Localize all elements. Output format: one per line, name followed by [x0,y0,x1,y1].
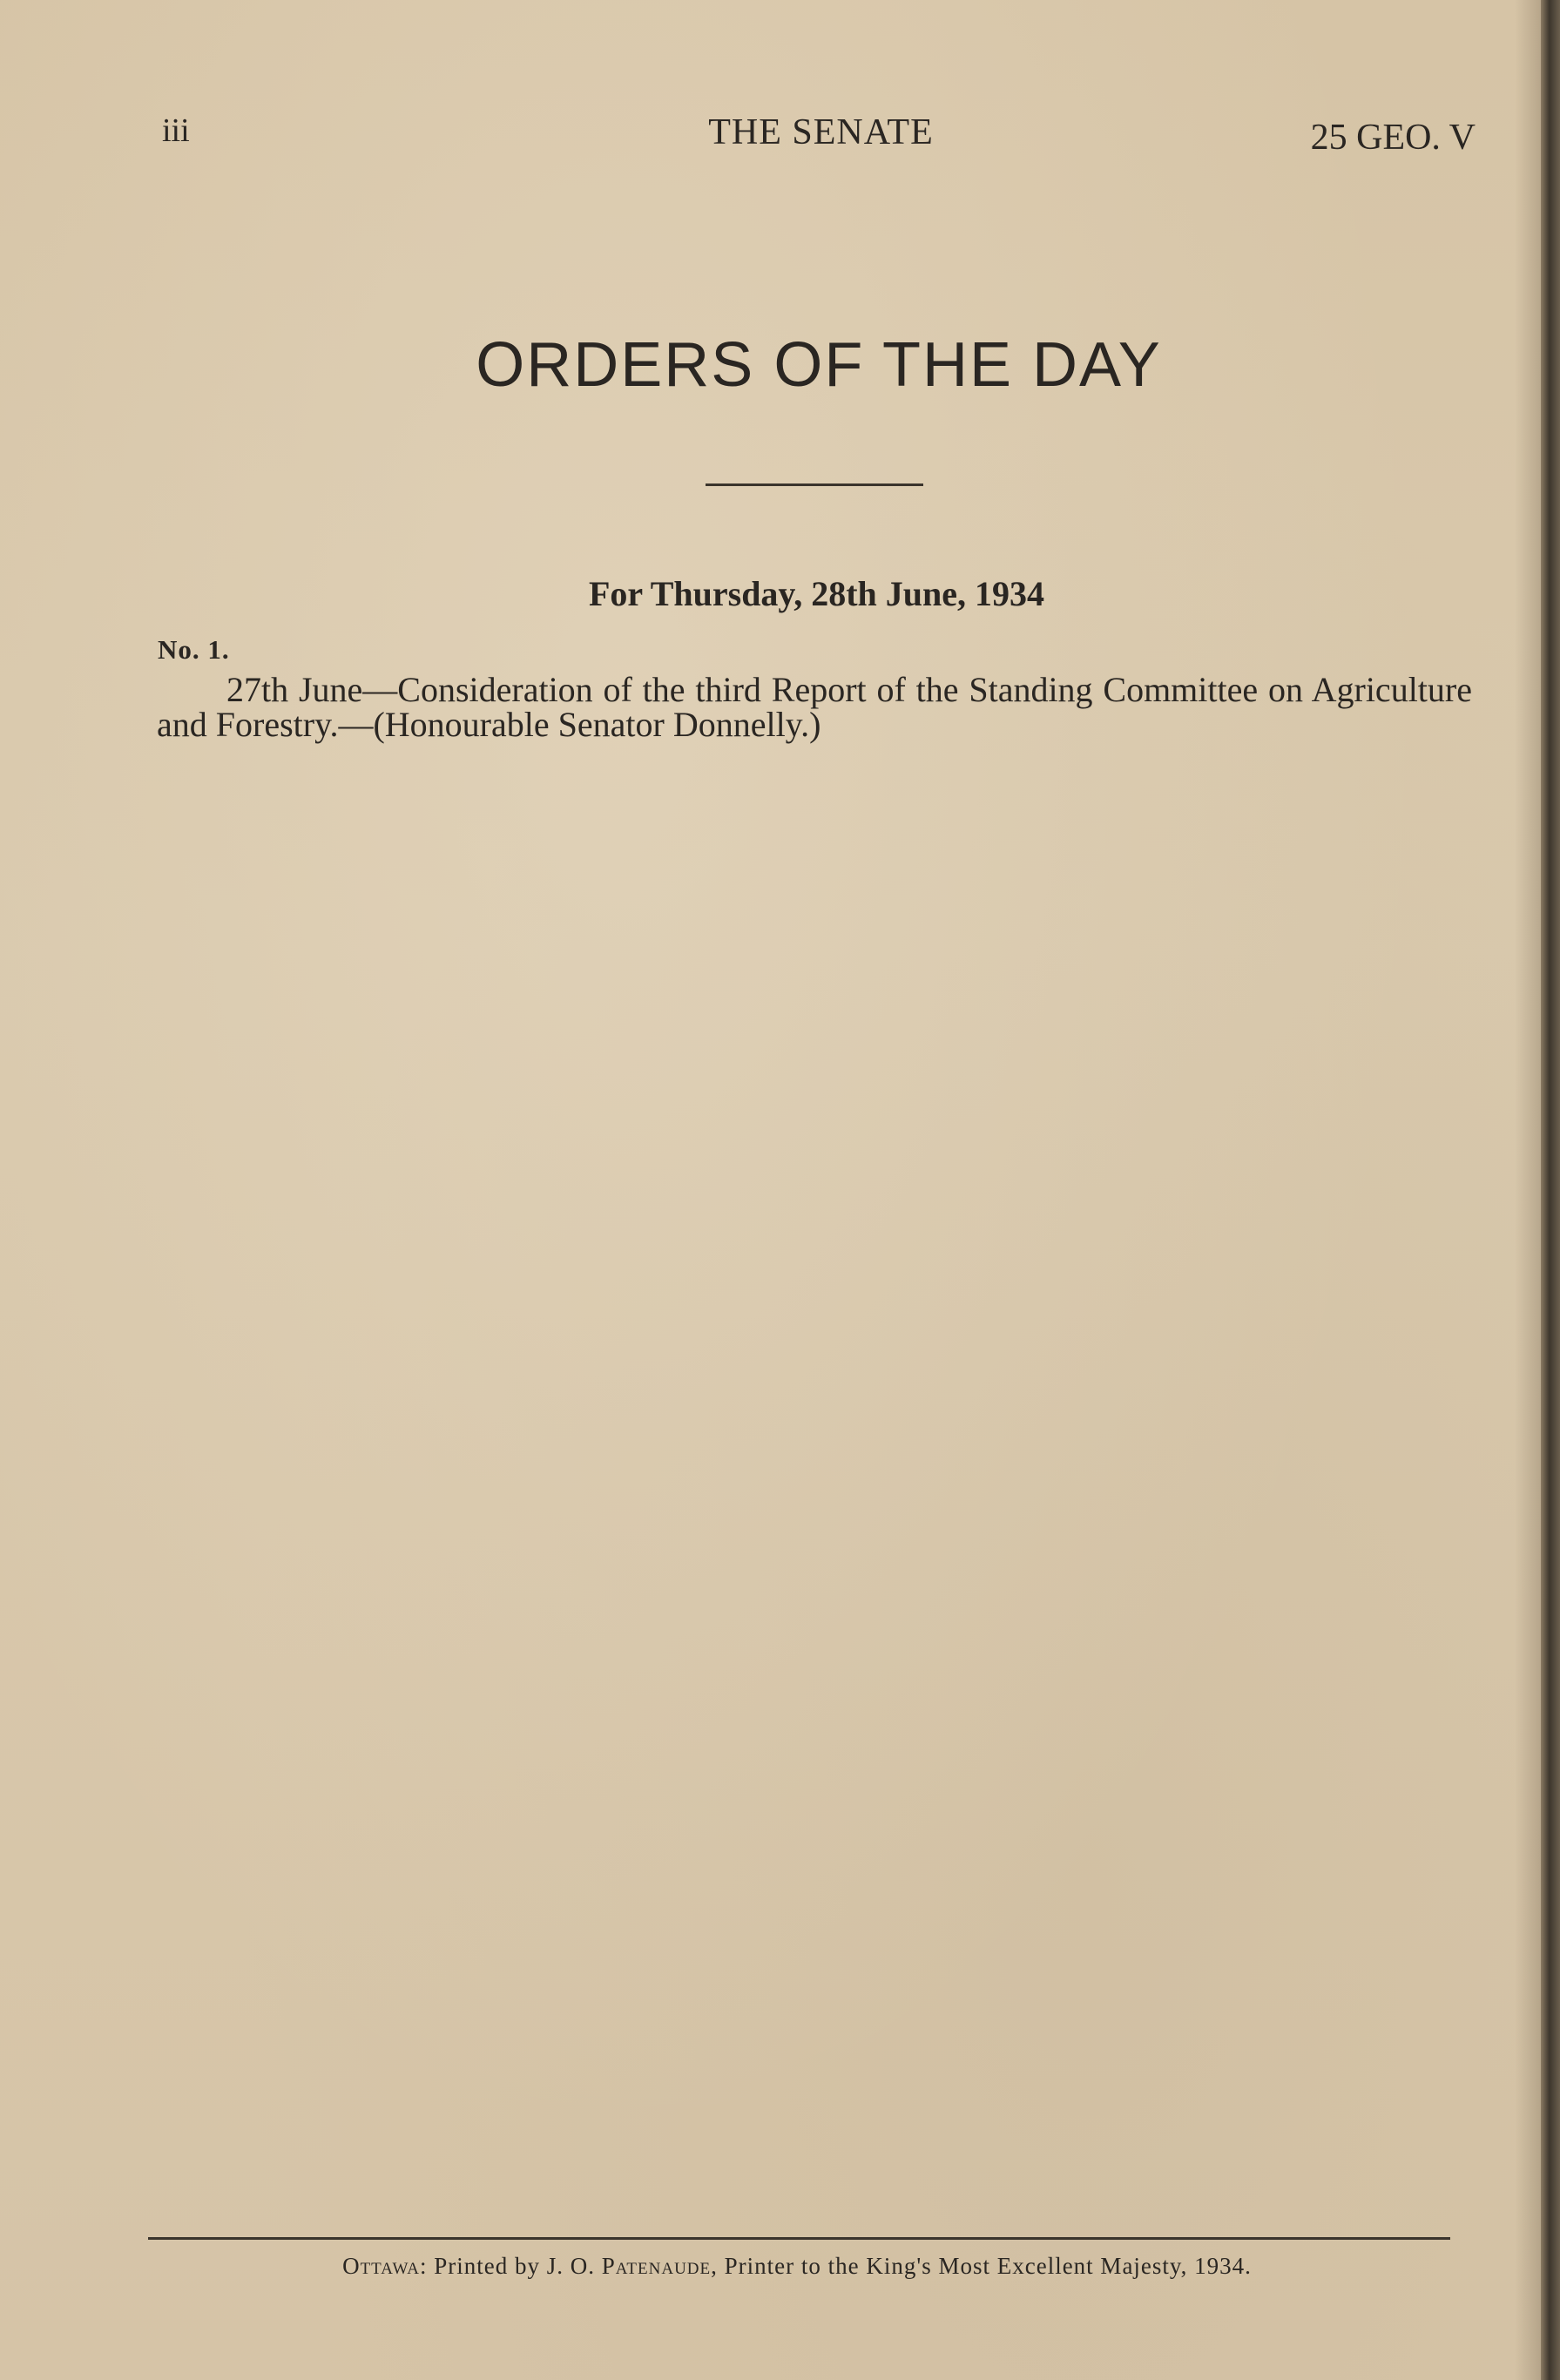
title-divider [706,483,923,486]
printer-imprint [0,2253,1560,2280]
page-number: iii [162,112,190,149]
imprint-prefix: : Printed by J. O. [420,2253,602,2279]
running-header-title: THE SENATE [708,112,934,152]
imprint-printer-name: Patenaude [601,2253,712,2279]
date-heading: For Thursday, 28th June, 1934 [588,574,1045,613]
footer-divider [148,2237,1450,2240]
order-item-number: No. 1. [158,634,230,665]
page-title: ORDERS OF THE DAY [476,330,1162,400]
imprint-suffix: , Printer to the King's Most Excellent Majesty, 1934. [711,2253,1252,2279]
order-item-text: 27th June—Consideration of the third Report of the Standing Committee on Agriculture and Forestry.—(Honourable Senator Donnelly.) [157,670,1472,744]
imprint-city: Ottawa [342,2253,421,2279]
regnal-year: 25 GEO. V [1310,118,1476,158]
